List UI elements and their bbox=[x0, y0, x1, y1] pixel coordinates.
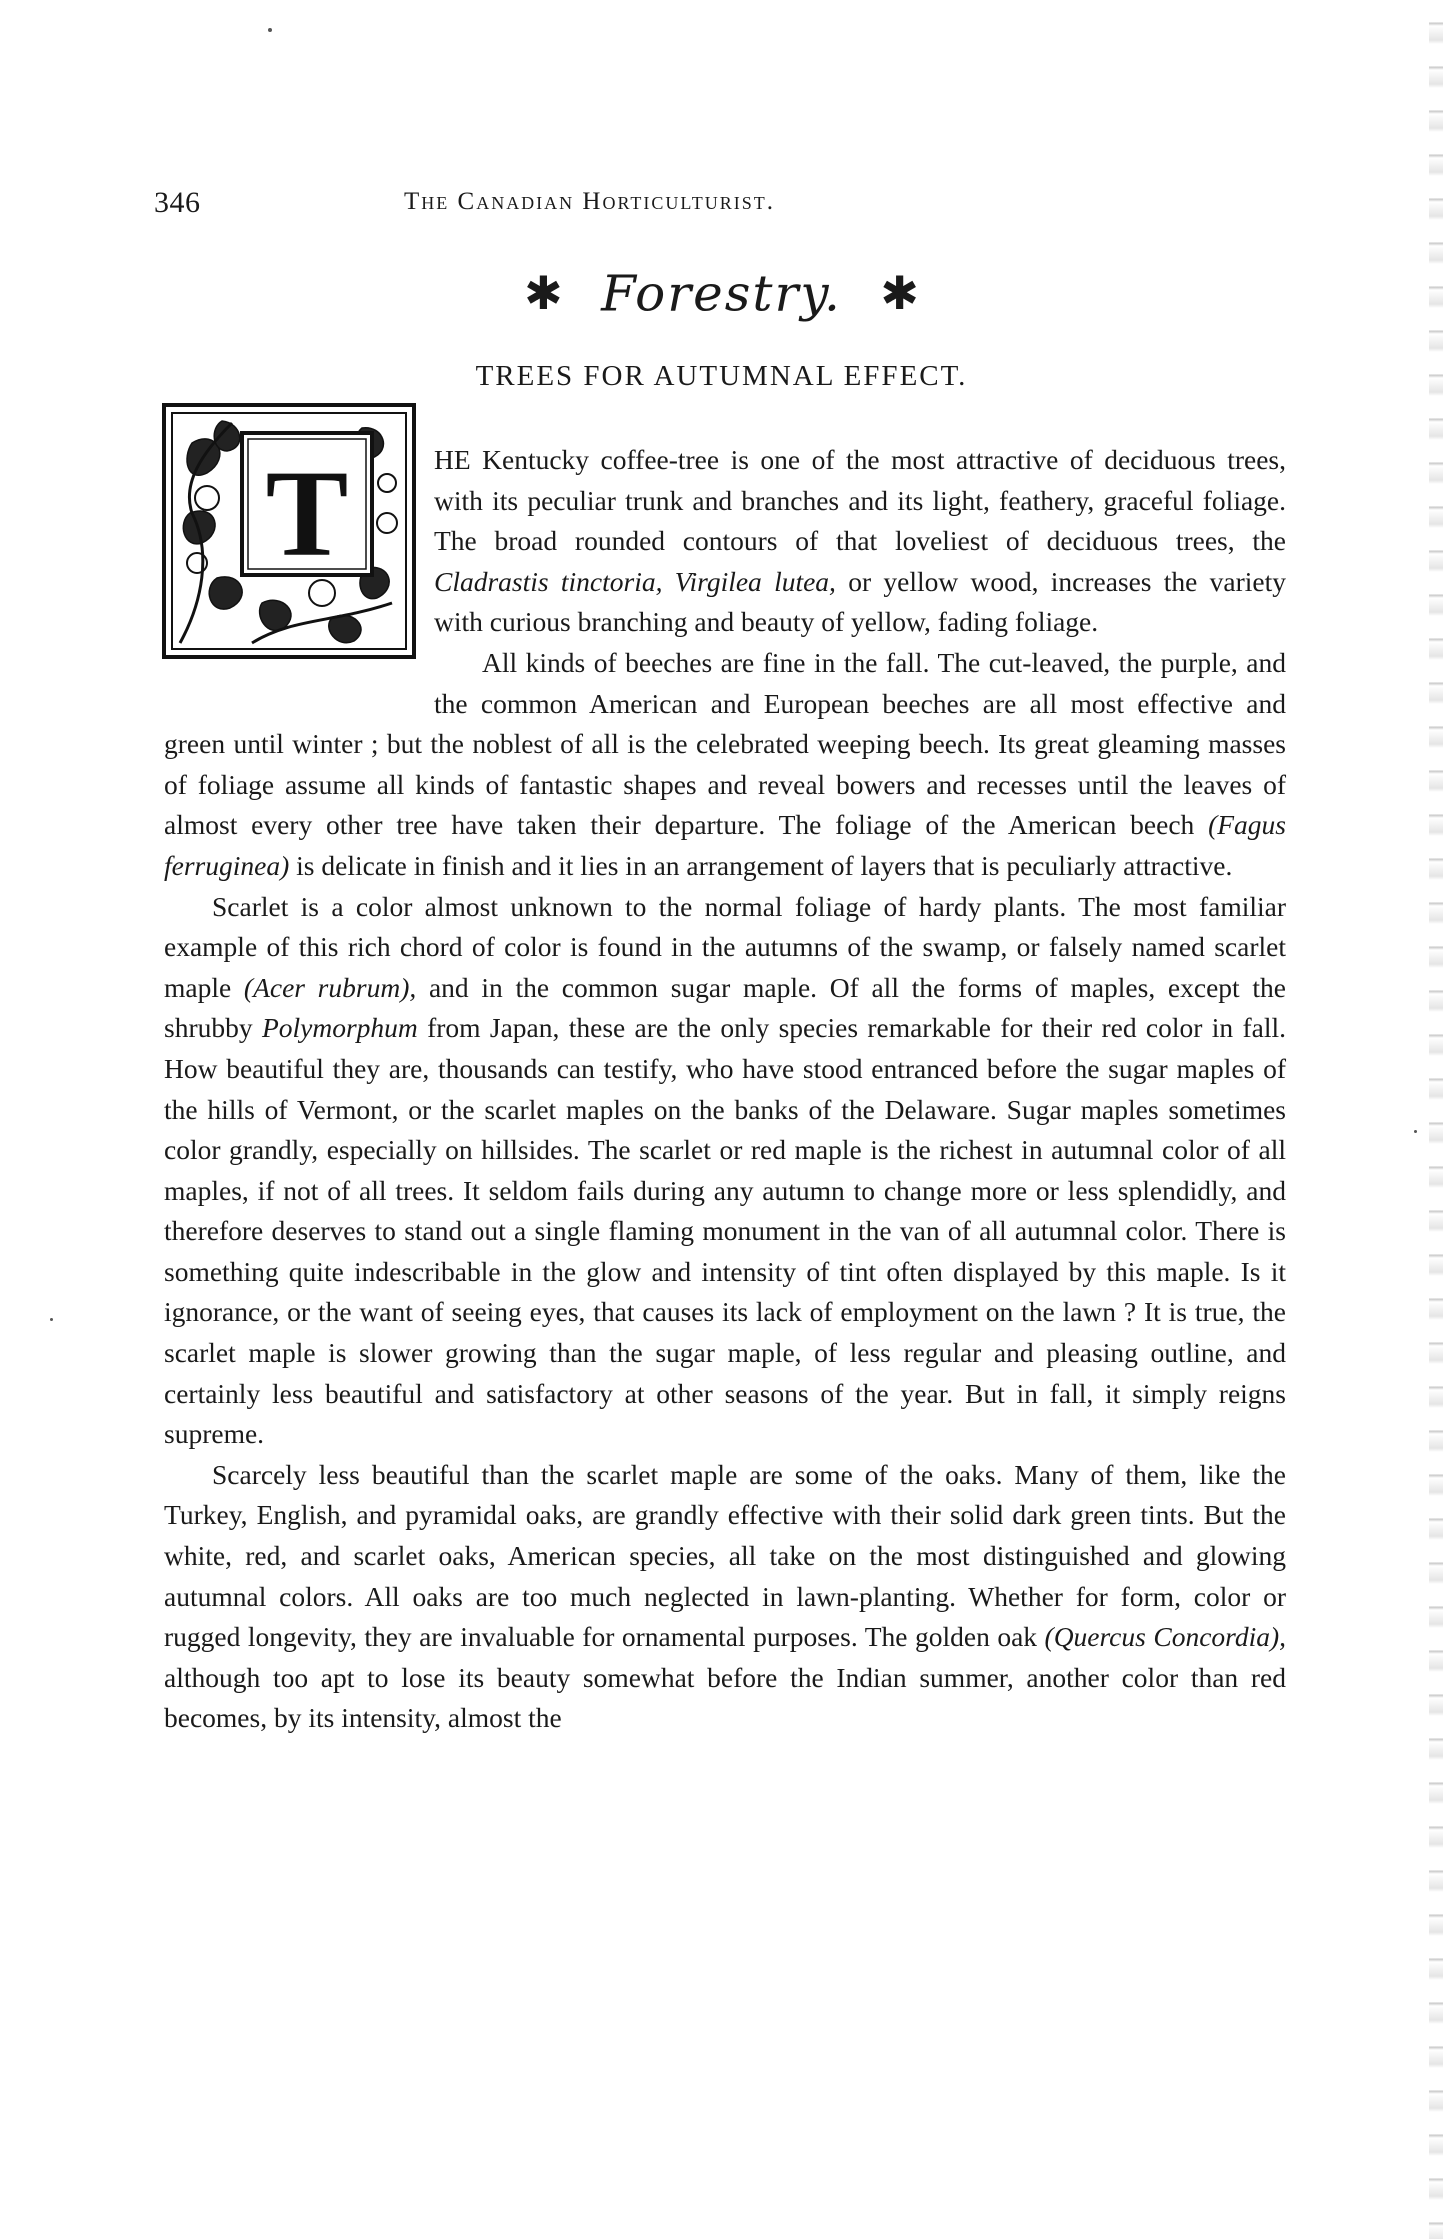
section-title: Forestry. bbox=[601, 264, 842, 323]
running-title: The Canadian Horticulturist. bbox=[404, 188, 775, 215]
dropcap-letter: T bbox=[265, 445, 349, 582]
latin-name: (Acer rubrum), bbox=[243, 971, 417, 1003]
paragraph-text: Scarlet is a color almost unknown to the normal foliage of hardy plants. The most familiar example of this rich chord of color is found in the autumns of the swamp, or falsely named scarlet maple bbox=[164, 890, 1286, 1003]
latin-name: (Quercus Concordia), bbox=[1044, 1621, 1286, 1653]
scanned-page-edge bbox=[1429, 0, 1443, 2239]
paragraph-text: HE Kentucky coffee-tree is one of the most attractive of deciduous trees, with its peculiar trunk and branches and its light, feathery, graceful foliage. The broad rounded contours of that loveliest of deciduous trees, the bbox=[434, 444, 1286, 557]
paragraph-text: All kinds of beeches are fine in the fall. The cut-leaved, the purple, and the common American and European beeches are all most effective and green until winter ; but the noblest of all is the celebrated weeping beech. Its great gleaming masses of foliage assume all kinds of fantastic shapes and reveal bowers and recesses until the leaves of almost every other tree have taken their departure. The foliage of the American beech bbox=[164, 646, 1286, 841]
paragraph-text: or yellow wood, increases the variety with curious branching and beauty of yellow, fading foliage. bbox=[434, 565, 1286, 638]
asterisk-ornament-icon: ✱ bbox=[524, 267, 563, 319]
asterisk-ornament-icon: ✱ bbox=[880, 267, 919, 319]
paragraph-text: although too apt to lose its beauty somewhat before the Indian summer, another color than red becomes, by its intensity, almost the bbox=[164, 1661, 1286, 1734]
page-number: 346 bbox=[154, 186, 201, 219]
article-body bbox=[164, 440, 1286, 1739]
latin-name: Cladrastis tinctoria, Virgilea lutea, bbox=[434, 565, 836, 597]
paragraph-text: from Japan, these are the only species remarkable for their red color in fall. How beautiful they are, thousands can testify, who have stood entranced before the sugar maples of the hills of Vermont, or the scarlet maples on the banks of the Delaware. Sugar maples sometimes color grandly, especially on hillsides. The scarlet or red maple is the richest in autumnal color of all maples, if not of all trees. It seldom fails during any autumn to change more or less splendidly, and therefore deserves to stand out a single flaming monument in the van of all autumnal color. There is something quite indescribable in the glow and intensity of tint often displayed by this maple. Is it ignorance, or the want of seeing eyes, that causes its lack of employment on the lawn ? It is true, the scarlet maple is slower growing than the sugar maple, of less regular and pleasing outline, and certainly less beautiful and satisfactory at other seasons of the year. But in fall, it simply reigns supreme. bbox=[164, 1012, 1286, 1450]
paragraph-text: Scarcely less beautiful than the scarlet maple are some of the oaks. Many of them, like the Turkey, English, and pyramidal oaks, are grandly effective with their solid dark green tints. But the white, red, and scarlet oaks, American species, all take on the most distinguished and glowing autumnal colors. All oaks are too much neglected in lawn-planting. Whether for form, color or rugged longevity, they are invaluable for ornamental purposes. The golden oak bbox=[164, 1458, 1286, 1653]
paragraph-1 bbox=[164, 440, 1286, 643]
paragraph-3 bbox=[164, 887, 1286, 1455]
paragraph-text: is delicate in finish and it lies in an arrangement of layers that is peculiarly attractive. bbox=[289, 849, 1233, 881]
section-heading bbox=[0, 258, 1443, 324]
dropcap-spacer bbox=[164, 440, 434, 686]
paragraph-4 bbox=[164, 1455, 1286, 1739]
paragraph-text: and in the common sugar maple. Of all the forms of maples, except the shrubby bbox=[164, 971, 1286, 1044]
article-title: TREES FOR AUTUMNAL EFFECT. bbox=[475, 360, 968, 392]
page-header bbox=[154, 186, 1296, 232]
latin-name: (Fagus ferruginea) bbox=[164, 809, 1286, 881]
scan-speck bbox=[1414, 1130, 1417, 1133]
scan-speck bbox=[50, 1318, 53, 1321]
scan-speck bbox=[268, 28, 272, 32]
latin-name: Polymorphum bbox=[261, 1012, 418, 1044]
